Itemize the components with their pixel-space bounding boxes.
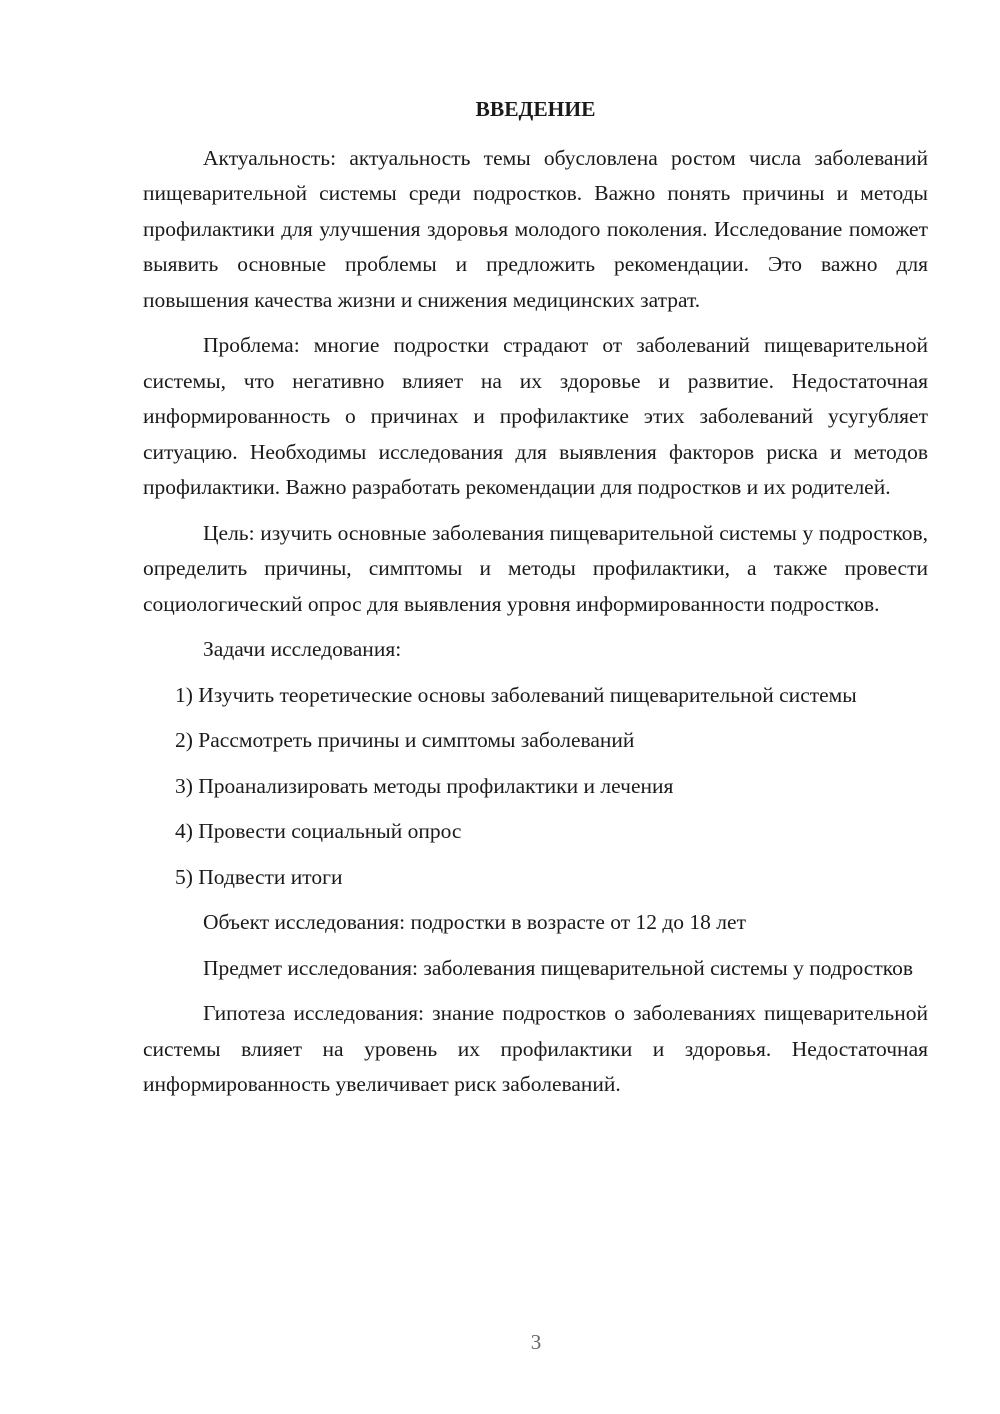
task-item-4: 4) Провести социальный опрос <box>175 819 462 843</box>
tasks-heading: Задачи исследования: <box>203 637 402 661</box>
page-number: 3 <box>530 1330 542 1354</box>
task-item-2: 2) Рассмотреть причины и симптомы заболеваний <box>175 728 635 752</box>
subject-paragraph: Предмет исследования: заболевания пищеварительной системы у подростков <box>203 955 913 980</box>
task-item-1: 1) Изучить теоретические основы заболеваний пищеварительной системы <box>175 682 857 707</box>
object-paragraph: Объект исследования: подростки в возрасте от 12 до 18 лет <box>203 910 746 934</box>
task-item-5: 5) Подвести итоги <box>175 864 343 889</box>
tasks-list <box>143 678 928 896</box>
section-heading: ВВЕДЕНИЕ <box>475 97 596 121</box>
relevance-paragraph: Актуальность: актуальность темы обусловлена ростом числа заболеваний пищеварительной системы среди подростков. Важно понять причины и методы профилактики для улучшения здоровья молодого поколения. Исследование поможет выявить основные проблемы и предложить рекомендации. Это важно для повышения качества жизни и снижения медицинских затрат. <box>143 145 928 312</box>
hypothesis-paragraph: Гипотеза исследования: знание подростков о заболеваниях пищеварительной системы влияет на уровень их профилактики и здоровья. Недостаточная информированность увеличивает риск заболеваний. <box>143 1001 928 1096</box>
problem-paragraph: Проблема: многие подростки страдают от заболеваний пищеварительной системы, что негативно влияет на их здоровье и развитие. Недостаточная информированность о причинах и профилактике этих заболеваний усугубляет ситуацию. Необходимы исследования для выявления факторов риска и методов профилактики. Важно разработать рекомендации для подростков и их родителей. <box>143 333 928 499</box>
document-page <box>143 92 928 1113</box>
goal-paragraph: Цель: изучить основные заболевания пищеварительной системы у подростков, определить причины, симптомы и методы профилактики, а также провести социологический опрос для выявления уровня информированности подростков. <box>143 520 928 616</box>
task-item-3: 3) Проанализировать методы профилактики и лечения <box>175 773 674 798</box>
